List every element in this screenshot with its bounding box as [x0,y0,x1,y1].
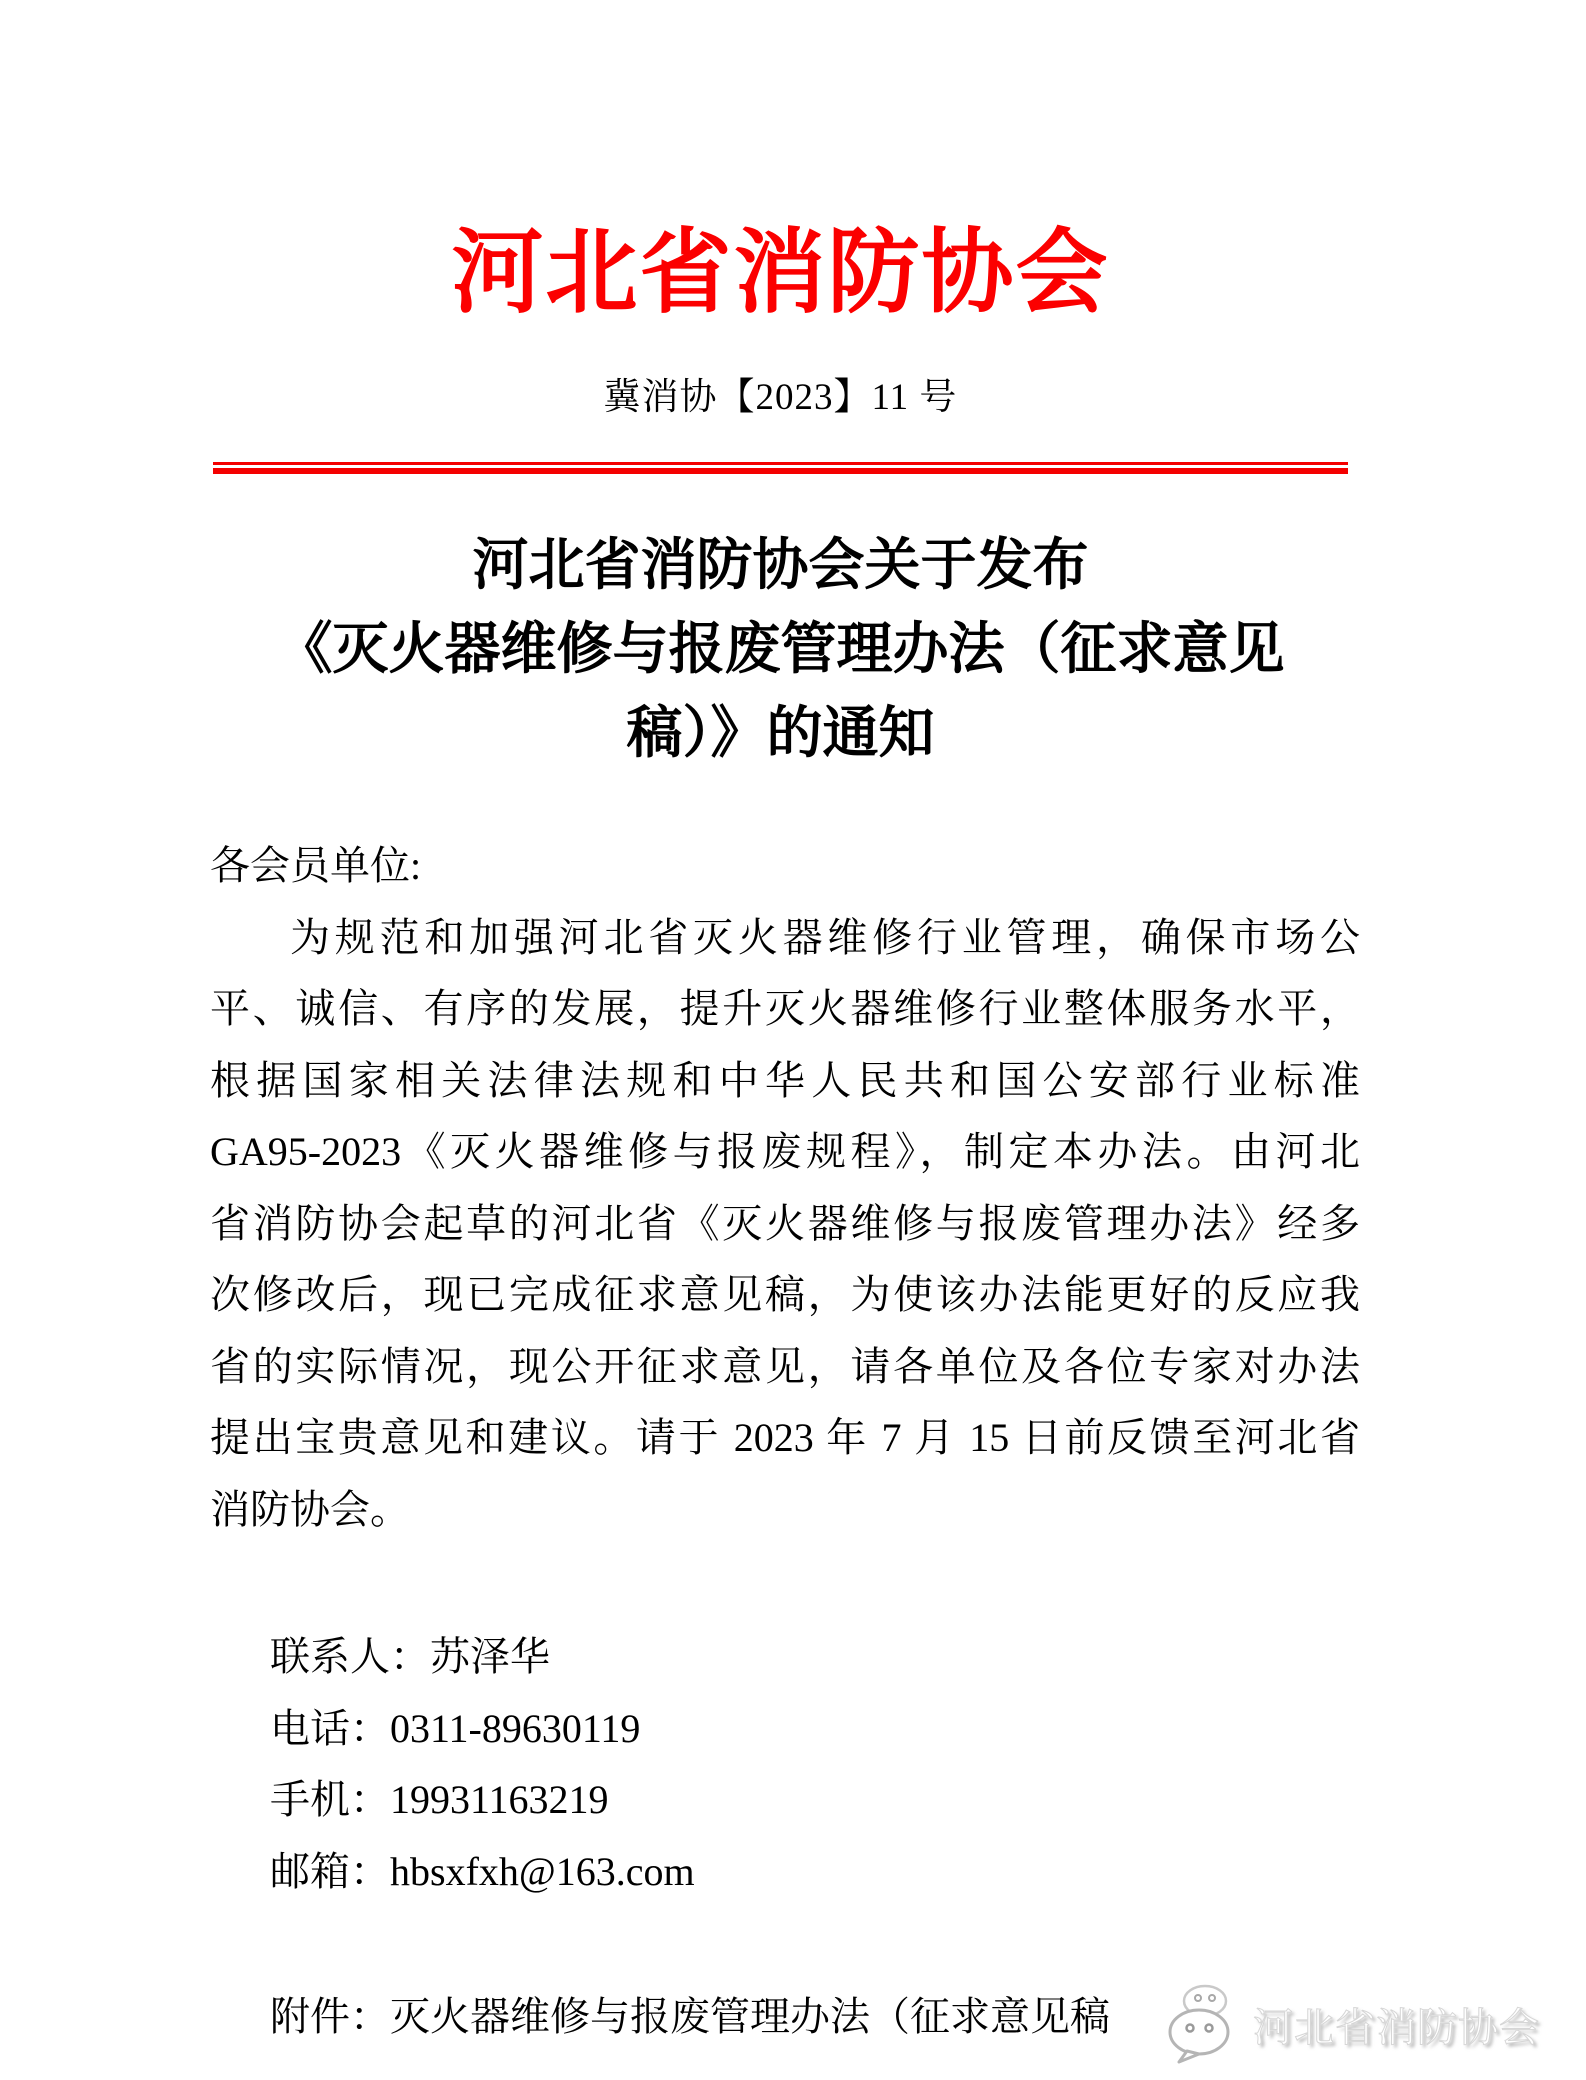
body-line: 消防协会。 [210,1486,410,1532]
contact-email: 邮箱：hbsxfxh@163.com [270,1848,695,1894]
contact-block [210,1621,1360,1907]
body-line: 省消防协会起草的河北省《灭火器维修与报废管理办法》经多 [210,1200,1360,1246]
doc-number: 冀消协【2023】11 号 [603,377,958,418]
salutation: 各会员单位: [210,843,422,888]
contact-person: 联系人：苏泽华 [270,1634,550,1679]
body-line: 平、诚信、有序的发展，提升灭火器维修行业整体服务水平， [210,986,1360,1031]
body-line: GA95-2023《灭火器维修与报废规程》，制定本办法。由河北 [210,1129,1360,1174]
red-rule-thick-line [213,468,1348,474]
wechat-icon [1157,1984,1245,2064]
body-line: 省的实际情况，现公开征求意见，请各单位及各位专家对办法 [210,1343,1360,1389]
notice-title-line-2: 《灭火器维修与报废管理办法（征求意见 [276,619,1285,681]
red-divider-rule [213,462,1348,474]
contact-phone: 电话：0311-89630119 [270,1705,641,1751]
org-title: 河北省消防协会 [451,222,1110,324]
notice-title [213,524,1348,776]
body-line: 次修改后，现已完成征求意见稿，为使该办法能更好的反应我 [210,1272,1360,1317]
notice-title-line-1: 河北省消防协会关于发布 [472,535,1089,597]
attachment-line: 附件：灭火器维修与报废管理办法（征求意见稿 [270,1994,1110,2039]
notice-title-line-3: 稿）》的通知 [626,703,935,765]
body-line: 提出宝贵意见和建议。请于 2023 年 7 月 15 日前反馈至河北省 [210,1415,1360,1460]
wechat-watermark [1157,1984,1540,2064]
body-text [210,830,1360,1545]
body-line: 为规范和加强河北省灭火器维修行业管理，确保市场公 [290,914,1360,960]
body-line: 根据国家相关法律法规和中华人民共和国公安部行业标准 [210,1057,1360,1103]
watermark-account-name: 河北省消防协会 [1253,2004,1540,2050]
contact-mobile: 手机：19931163219 [270,1777,609,1822]
